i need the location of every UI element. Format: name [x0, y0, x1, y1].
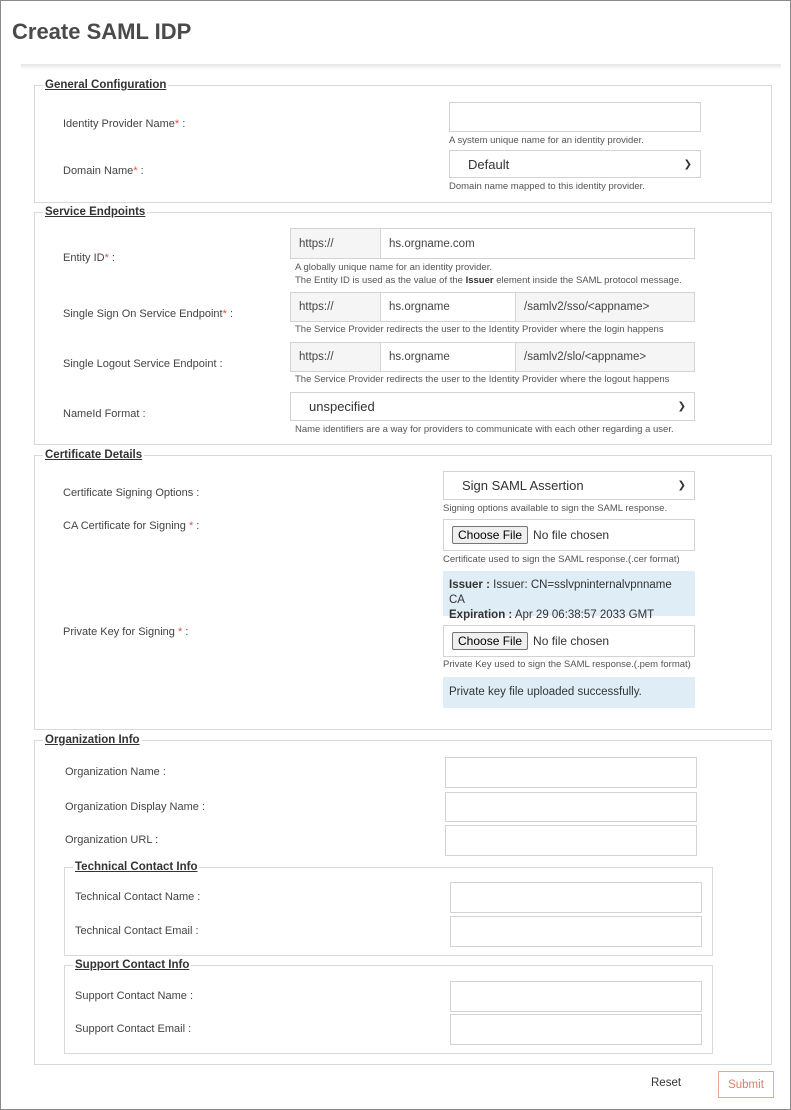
sso-hint: The Service Provider redirects the user to the Identity Provider where the login happens — [295, 324, 664, 335]
chevron-down-icon: ❯ — [677, 480, 686, 491]
organization-url-input[interactable] — [445, 825, 697, 856]
organization-display-name-input[interactable] — [445, 792, 697, 822]
organization-display-name-label: Organization Display Name : — [65, 801, 206, 813]
chevron-down-icon: ❯ — [683, 158, 692, 170]
entity-id-hint-1: A globally unique name for an identity provider. — [295, 262, 492, 273]
required-marker: * — [174, 118, 180, 130]
signing-options-select[interactable] — [443, 471, 695, 500]
support-contact-name-input[interactable] — [450, 981, 702, 1012]
required-marker: * — [188, 520, 194, 532]
nameid-format-hint: Name identifiers are a way for providers to communicate with each other regarding a user. — [295, 424, 674, 435]
private-key-file-status: No file chosen — [533, 634, 610, 648]
idp-name-label: Identity Provider Name* : — [63, 118, 186, 130]
slo-hint: The Service Provider redirects the user to the Identity Provider where the logout happens — [295, 374, 670, 385]
signing-options-label: Certificate Signing Options : — [63, 487, 200, 499]
ca-cert-info-box — [443, 571, 695, 621]
entity-id-prefix: https:// — [290, 228, 381, 259]
ca-cert-file-input — [443, 519, 695, 551]
ca-cert-expiration: Expiration : Apr 29 06:38:57 2033 GMT — [449, 609, 655, 621]
organization-info-legend: Organization Info — [45, 734, 140, 746]
sso-prefix: https:// — [290, 292, 381, 322]
entity-id-input[interactable]: hs.orgname.com — [380, 228, 695, 259]
sso-path-suffix: /samlv2/sso/<appname> — [515, 292, 695, 322]
organization-url-label: Organization URL : — [65, 834, 159, 846]
ca-cert-issuer: Issuer : Issuer: CN=sslvpninternalvpnname CA — [449, 579, 672, 606]
nameid-format-select[interactable] — [290, 392, 695, 421]
submit-button[interactable]: Submit — [718, 1071, 774, 1098]
idp-name-input[interactable] — [449, 102, 701, 132]
private-key-label: Private Key for Signing * : — [63, 626, 189, 638]
signing-options-hint: Signing options available to sign the SAML response. — [443, 503, 668, 514]
certificate-details-legend: Certificate Details — [45, 449, 143, 461]
private-key-file-input — [443, 625, 695, 657]
ca-cert-hint: Certificate used to sign the SAML response.(.cer format) — [443, 554, 680, 565]
slo-path-suffix: /samlv2/slo/<appname> — [515, 342, 695, 372]
ca-cert-file-status: No file chosen — [533, 528, 610, 542]
general-configuration-section — [34, 79, 772, 203]
technical-contact-name-label: Technical Contact Name : — [75, 891, 201, 903]
signing-options-value: Sign SAML Assertion — [462, 478, 584, 493]
nameid-format-value: unspecified — [309, 399, 375, 414]
private-key-choose-file-button[interactable]: Choose File — [452, 632, 528, 650]
domain-name-select[interactable] — [449, 150, 701, 178]
organization-name-input[interactable] — [445, 757, 697, 788]
required-marker: * — [222, 308, 227, 320]
technical-contact-name-input[interactable] — [450, 882, 702, 913]
domain-name-hint: Domain name mapped to this identity provider. — [449, 181, 645, 192]
support-contact-legend: Support Contact Info — [75, 959, 190, 971]
required-marker: * — [133, 165, 138, 177]
support-contact-email-label: Support Contact Email : — [75, 1023, 192, 1035]
support-contact-email-input[interactable] — [450, 1014, 702, 1045]
required-marker: * — [177, 626, 183, 638]
required-marker: * — [104, 252, 109, 264]
entity-id-hint-2: The Entity ID is used as the value of the Issuer element inside the SAML protocol message. — [295, 275, 682, 286]
technical-contact-legend: Technical Contact Info — [75, 861, 198, 873]
slo-endpoint-label: Single Logout Service Endpoint : — [63, 358, 223, 370]
support-contact-name-label: Support Contact Name : — [75, 990, 194, 1002]
entity-id-label: Entity ID* : — [63, 252, 115, 264]
slo-prefix: https:// — [290, 342, 381, 372]
sso-host-input[interactable]: hs.orgname — [380, 292, 516, 322]
title-divider — [21, 64, 781, 70]
ca-cert-label: CA Certificate for Signing * : — [63, 520, 200, 532]
general-configuration-legend: General Configuration — [45, 79, 167, 91]
idp-name-hint: A system unique name for an identity provider. — [449, 135, 644, 146]
sso-endpoint-label: Single Sign On Service Endpoint* : — [63, 308, 234, 320]
nameid-format-label: NameId Format : — [63, 408, 146, 420]
service-endpoints-legend: Service Endpoints — [45, 206, 146, 218]
domain-name-label: Domain Name* : — [63, 165, 144, 177]
technical-contact-email-label: Technical Contact Email : — [75, 925, 199, 937]
chevron-down-icon: ❯ — [677, 401, 686, 412]
private-key-hint: Private Key used to sign the SAML response.(.pem format) — [443, 659, 691, 670]
organization-name-label: Organization Name : — [65, 766, 166, 778]
slo-host-input[interactable]: hs.orgname — [380, 342, 516, 372]
page-title: Create SAML IDP — [12, 19, 192, 44]
private-key-status-box: Private key file uploaded successfully. — [443, 677, 695, 708]
reset-button[interactable]: Reset — [651, 1077, 682, 1089]
ca-cert-choose-file-button[interactable]: Choose File — [452, 526, 528, 544]
technical-contact-email-input[interactable] — [450, 916, 702, 947]
domain-name-value: Default — [468, 156, 510, 172]
